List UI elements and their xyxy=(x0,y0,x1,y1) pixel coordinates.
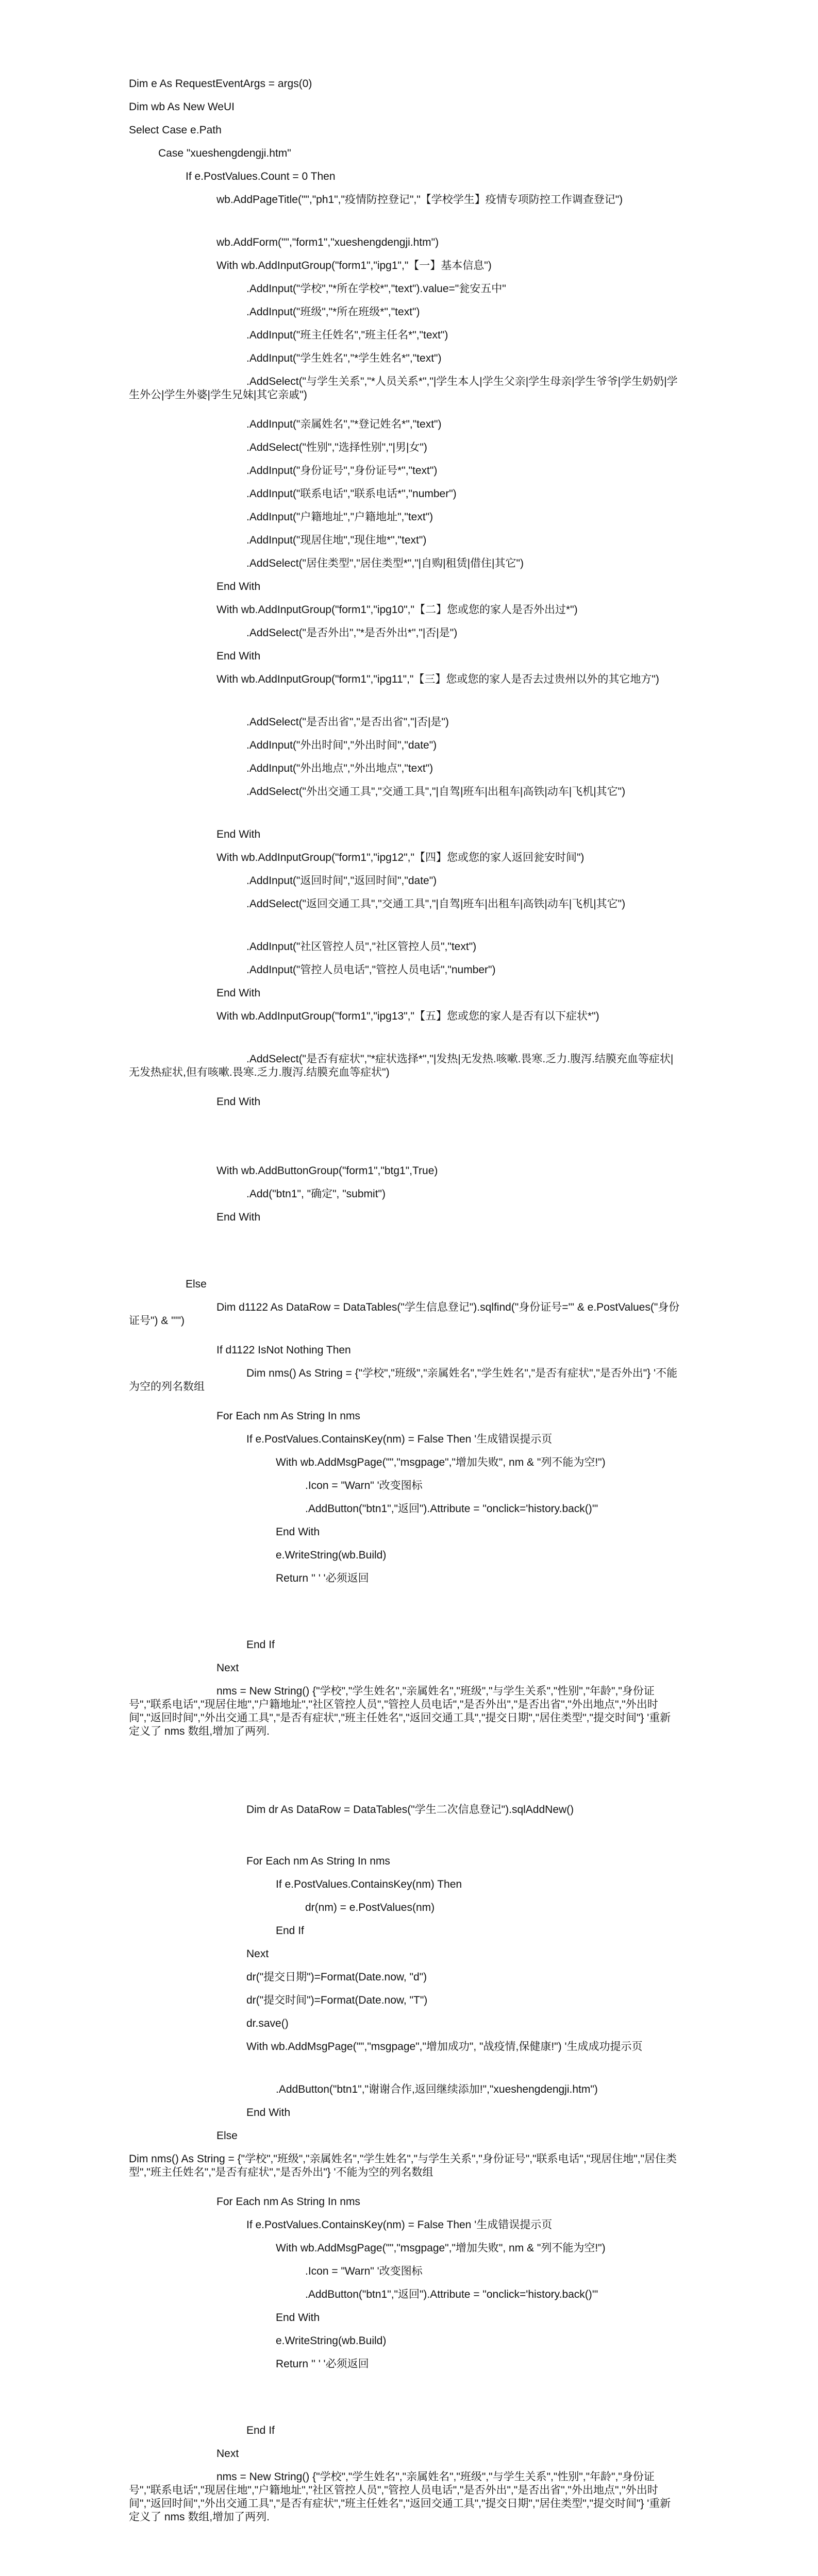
code-line: With wb.AddMsgPage("","msgpage","增加成功", "战疫情,保健康!") '生成成功提示页 xyxy=(246,2041,643,2053)
code-line: With wb.AddInputGroup("form1","ipg13","【五】您或您的家人是否有以下症状*") xyxy=(216,1010,599,1022)
code-line: Return '' ' '必须返回 xyxy=(276,1572,369,1584)
code-line: .AddInput("班级","*所在班级*","text") xyxy=(246,306,420,318)
code-line: .AddInput("社区管控人员","社区管控人员","text") xyxy=(246,941,477,953)
code-line: .AddButton("btn1","谢谢合作,返回继续添加!","xueshengdengji.htm") xyxy=(276,2083,598,2095)
code-line: wb.AddPageTitle("","ph1","疫情防控登记","【学校学生】疫情专项防控工作调查登记") xyxy=(216,194,623,206)
code-line: Dim d1122 As DataRow = DataTables("学生信息登记").sqlfind("身份证号='" & e.PostValues("身份证号") & "'") xyxy=(129,1301,680,1327)
code-line: .AddInput("外出地点","外出地点","text") xyxy=(246,762,433,774)
code-line: End If xyxy=(276,1925,304,1937)
code-line: If e.PostValues.ContainsKey(nm) = False Then '生成错误提示页 xyxy=(246,1433,553,1445)
code-line: End With xyxy=(216,828,261,840)
code-line: .Add("btn1", "确定", "submit") xyxy=(246,1188,386,1200)
code-line: Case "xueshengdengji.htm" xyxy=(158,147,291,159)
code-line: End With xyxy=(216,650,261,662)
code-line: .AddButton("btn1","返回").Attribute = "onclick='history.back()'" xyxy=(305,1503,598,1515)
code-line: Next xyxy=(246,1948,269,1960)
code-line: nms = New String() {"学校","学生姓名","亲属姓名","班级","与学生关系","性别","年龄","身份证号","联系电话","现居住地","户籍地址","社区管控人员","管控人员电话","是否外出","是否出省","外出地点","外出时间","返回时间","外出交通工具","是否有症状","班主任姓名","返回交通工具","提交日期","居住类型","提交时间"} '重新定义了 nms 数组,增加了两列. xyxy=(129,1685,671,1737)
code-line: dr.save() xyxy=(246,2018,289,2029)
code-line: .AddSelect("与学生关系","*人员关系*","|学生本人|学生父亲|学生母亲|学生爷爷|学生奶奶|学生外公|学生外婆|学生兄妹|其它亲戚") xyxy=(129,376,678,401)
code-line: Dim nms() As String = {"学校","班级","亲属姓名","学生姓名","是否有症状","是否外出"} '不能为空的列名数组 xyxy=(129,1367,678,1393)
code-line: .AddInput("联系电话","联系电话*","number") xyxy=(246,488,457,500)
code-line: With wb.AddButtonGroup("form1","btg1",True) xyxy=(216,1165,438,1177)
code-line: Else xyxy=(186,1278,207,1290)
code-line: e.WriteString(wb.Build) xyxy=(276,1549,387,1561)
code-line: End With xyxy=(246,2107,291,2119)
code-line: .AddInput("身份证号","身份证号*","text") xyxy=(246,465,438,477)
code-line: For Each nm As String In nms xyxy=(246,1855,390,1867)
code-line: .AddInput("亲属姓名","*登记姓名*","text") xyxy=(246,418,442,430)
code-line: .AddInput("管控人员电话","管控人员电话","number") xyxy=(246,964,496,976)
code-line: End With xyxy=(216,1096,261,1108)
code-line: With wb.AddInputGroup("form1","ipg10","【二】您或您的家人是否外出过*") xyxy=(216,604,578,616)
code-line: If e.PostValues.ContainsKey(nm) = False Then '生成错误提示页 xyxy=(246,2219,553,2231)
code-line: With wb.AddMsgPage("","msgpage","增加失败", nm & "列不能为空!") xyxy=(276,1456,606,1468)
code-line: For Each nm As String In nms xyxy=(216,2196,360,2208)
code-line: nms = New String() {"学校","学生姓名","亲属姓名","班级","与学生关系","性别","年龄","身份证号","联系电话","现居住地","户籍地址","社区管控人员","管控人员电话","是否外出","是否出省","外出地点","外出时间","返回时间","外出交通工具","是否有症状","班主任姓名","返回交通工具","提交日期","居住类型","提交时间"} '重新定义了 nms 数组,增加了两列. xyxy=(129,2471,671,2523)
code-line: If d1122 IsNot Nothing Then xyxy=(216,1344,351,1356)
code-line: If e.PostValues.Count = 0 Then xyxy=(186,171,336,182)
code-line: For Each nm As String In nms xyxy=(216,1410,360,1422)
code-line: End With xyxy=(276,2312,320,2324)
code-line: Dim nms() As String = {"学校","班级","亲属姓名","学生姓名","与学生关系","身份证号","联系电话","现居住地","居住类型","班主任姓名","是否有症状","是否外出"} '不能为空的列名数组 xyxy=(129,2153,677,2178)
code-line: End With xyxy=(216,581,261,592)
code-line: .AddInput("户籍地址","户籍地址","text") xyxy=(246,511,433,523)
code-line: Dim wb As New WeUI xyxy=(129,101,235,113)
code-line: .AddInput("班主任姓名","班主任名*","text") xyxy=(246,329,448,341)
code-line: .AddSelect("是否有症状","*症状选择*","|发热|无发热.咳嗽.畏寒.乏力.腹泻.结膜充血等症状|无发热症状,但有咳嗽.畏寒.乏力.腹泻.结膜充血等症状") xyxy=(129,1053,674,1078)
code-line: .AddSelect("是否出省","是否出省","|否|是") xyxy=(246,716,449,728)
code-line: .AddSelect("是否外出","*是否外出*","|否|是") xyxy=(246,627,458,639)
code-line: .AddInput("外出时间","外出时间","date") xyxy=(246,739,437,751)
code-line: .AddInput("学生姓名","*学生姓名*","text") xyxy=(246,352,442,364)
code-line: .Icon = "Warn" '改变图标 xyxy=(305,1480,423,1492)
code-line: .AddButton("btn1","返回").Attribute = "onclick='history.back()'" xyxy=(305,2289,598,2300)
code-line: .AddInput("现居住地","现住地*","text") xyxy=(246,534,427,546)
code-line: If e.PostValues.ContainsKey(nm) Then xyxy=(276,1878,462,1890)
code-line: .AddSelect("外出交通工具","交通工具","|自驾|班车|出租车|高铁|动车|飞机|其它") xyxy=(246,786,626,798)
code-line: End With xyxy=(276,1526,320,1538)
code-line: .Icon = "Warn" '改变图标 xyxy=(305,2265,423,2277)
code-line: End If xyxy=(246,2425,275,2436)
code-line: Else xyxy=(216,2130,238,2142)
code-line: With wb.AddInputGroup("form1","ipg1","【一】基本信息") xyxy=(216,260,492,272)
code-line: .AddInput("学校","*所在学校*","text").value="瓮安五中" xyxy=(246,283,506,295)
code-line: Dim dr As DataRow = DataTables("学生二次信息登记").sqlAddNew() xyxy=(246,1804,574,1816)
code-line: dr("提交时间")=Format(Date.now, "T") xyxy=(246,1994,428,2006)
code-line: With wb.AddInputGroup("form1","ipg12","【四】您或您的家人返回瓮安时间") xyxy=(216,852,585,863)
code-line: End With xyxy=(216,1211,261,1223)
code-line: With wb.AddInputGroup("form1","ipg11","【三】您或您的家人是否去过贵州以外的其它地方") xyxy=(216,673,659,685)
code-line: dr(nm) = e.PostValues(nm) xyxy=(305,1902,435,1913)
code-line: Return '' ' '必须返回 xyxy=(276,2358,369,2370)
code-line: End With xyxy=(216,987,261,999)
code-line: .AddSelect("返回交通工具","交通工具","|自驾|班车|出租车|高铁|动车|飞机|其它") xyxy=(246,898,626,910)
code-line: End If xyxy=(246,1639,275,1651)
code-line: With wb.AddMsgPage("","msgpage","增加失败", nm & "列不能为空!") xyxy=(276,2242,606,2254)
code-line: e.WriteString(wb.Build) xyxy=(276,2335,387,2347)
code-line: wb.AddForm("","form1","xueshengdengji.htm") xyxy=(216,236,439,248)
code-line: Next xyxy=(216,1662,239,1674)
code-line: .AddInput("返回时间","返回时间","date") xyxy=(246,875,437,887)
code-line: .AddSelect("居住类型","居住类型*","|自购|租赁|借住|其它") xyxy=(246,557,524,569)
code-line: .AddSelect("性别","选择性别","|男|女") xyxy=(246,442,427,453)
code-line: Dim e As RequestEventArgs = args(0) xyxy=(129,78,312,90)
code-line: Next xyxy=(216,2448,239,2460)
code-line: Select Case e.Path xyxy=(129,124,222,136)
code-line: dr("提交日期")=Format(Date.now, "d") xyxy=(246,1971,427,1983)
